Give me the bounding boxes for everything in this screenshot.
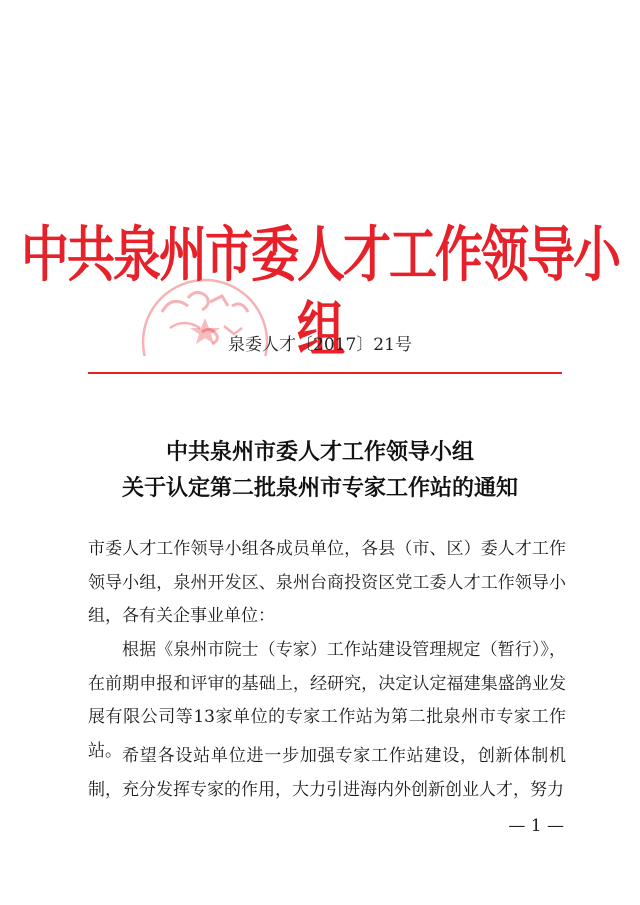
page-number: — 1 — bbox=[508, 816, 564, 836]
document-title-line-2: 关于认定第二批泉州市专家工作站的通知 bbox=[121, 475, 518, 501]
document-title-line-1: 中共泉州市委人才工作领导小组 bbox=[165, 439, 474, 465]
header-divider bbox=[88, 372, 562, 374]
masthead: 中共泉州市委人才工作领导小组 bbox=[20, 220, 619, 366]
body-paragraph-1: 根据《泉州市院士（专家）工作站建设管理规定（暂行）》，在前期申报和评审的基础上，经研究，决定认定福建集盛鸽业发展有限公司等13家单位的专家工作站为第二批泉州市专家工作站。 bbox=[88, 640, 566, 761]
document-number: 泉委人才〔2017〕21号 bbox=[228, 335, 412, 355]
recipients-paragraph: 市委人才工作领导小组各成员单位，各县（市、区）委人才工作领导小组，泉州开发区、泉州台商投资区党工委人才工作领导小组，各有关企事业单位： bbox=[88, 539, 566, 626]
body-paragraph-2: 希望各设站单位进一步加强专家工作站建设，创新体制机制，充分发挥专家的作用，大力引进海内外创新创业人才，努力 bbox=[88, 746, 566, 800]
